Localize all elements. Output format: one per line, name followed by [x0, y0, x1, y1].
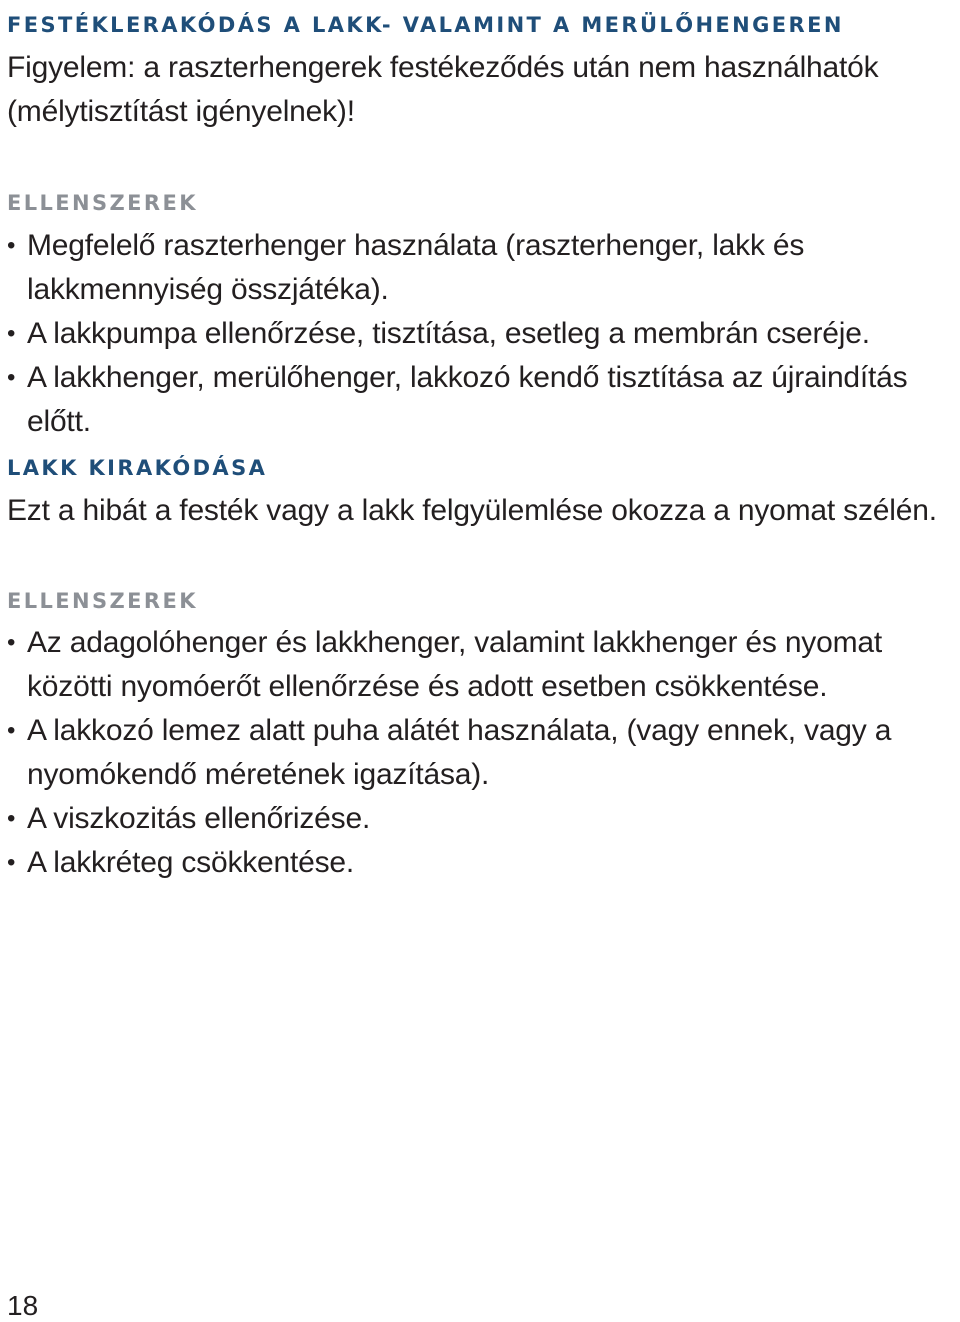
bullet-icon: • [7, 320, 16, 347]
section-paragraph: Ezt a hibát a festék vagy a lakk felgyülemlése okozza a nyomat szélén. [7, 494, 937, 527]
list-item-text: A lakkhenger, merülőhenger, lakkozó kendő tisztítása az újraindítás előtt. [27, 361, 908, 438]
list-item-text: Megfelelő raszterhenger használata (raszterhenger, lakk és lakkmennyiség összjátéka). [27, 229, 805, 306]
list-item [7, 841, 957, 885]
section-heading: FESTÉKLERAKÓDÁS A LAKK- VALAMINT A MERÜLŐHENGEREN [7, 13, 844, 37]
list-item [7, 621, 957, 709]
list-item-text: A lakkpumpa ellenőrzése, tisztítása, esetleg a membrán cseréje. [27, 317, 870, 350]
list-item [7, 224, 957, 312]
remedy-list [7, 621, 957, 885]
bullet-icon: • [7, 232, 16, 259]
list-item-text: A viszkozitás ellenőrizése. [27, 802, 371, 835]
remedy-list [7, 224, 957, 444]
bullet-icon: • [7, 364, 16, 391]
section-heading: ELLENSZEREK [7, 191, 198, 215]
list-item [7, 356, 957, 444]
section-heading: ELLENSZEREK [7, 589, 198, 613]
bullet-icon: • [7, 717, 16, 744]
list-item-text: A lakkozó lemez alatt puha alátét használata, (vagy ennek, vagy a nyomókendő méretének igazítása). [27, 714, 892, 791]
section-paragraph: Figyelem: a raszterhengerek festékeződés után nem használhatók (mélytisztítást igényelnek)! [7, 51, 879, 128]
bullet-icon: • [7, 805, 16, 832]
bullet-icon: • [7, 849, 16, 876]
list-item [7, 312, 957, 356]
list-item-text: Az adagolóhenger és lakkhenger, valamint lakkhenger és nyomat közötti nyomóerőt ellenőrzése és adott esetben csökkentése. [27, 626, 883, 703]
bullet-icon: • [7, 629, 16, 656]
section-heading: LAKK KIRAKÓDÁSA [7, 456, 268, 480]
list-item [7, 797, 957, 841]
list-item [7, 709, 957, 797]
list-item-text: A lakkréteg csökkentése. [27, 846, 355, 879]
page-number: 18 [7, 1290, 39, 1321]
